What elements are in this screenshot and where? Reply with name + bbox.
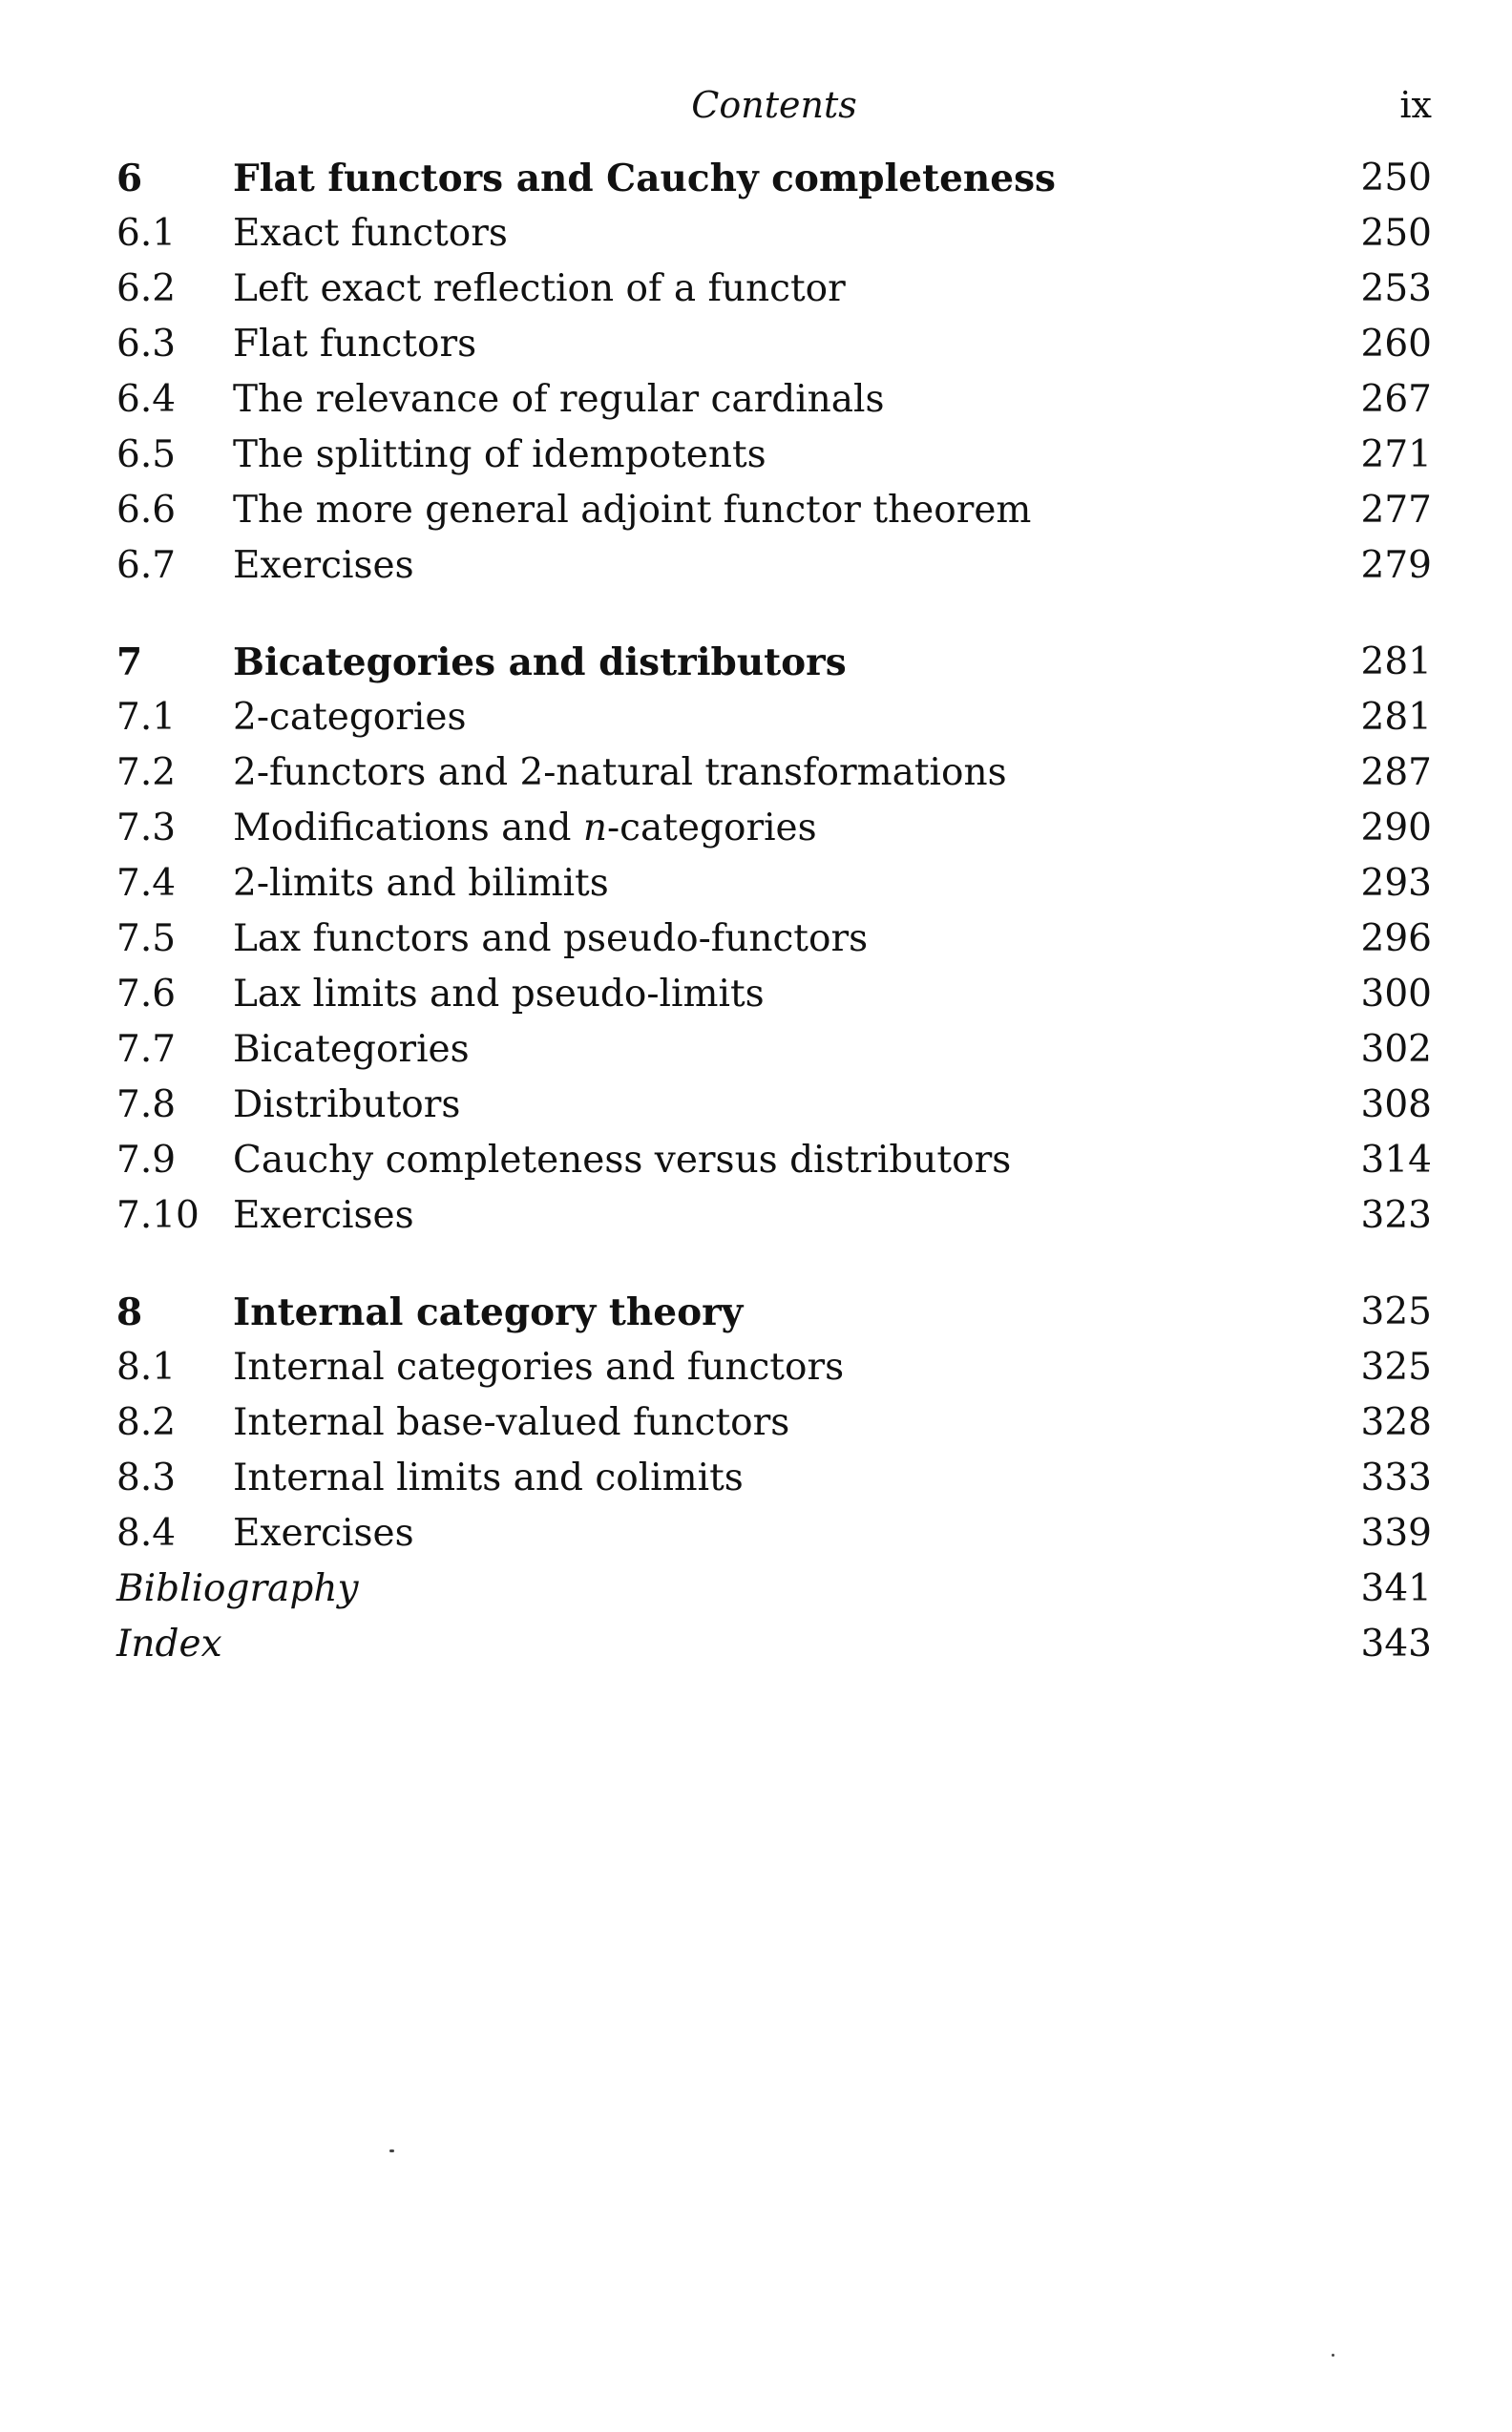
section-number: 6.4 (116, 378, 177, 421)
section-title: Lax functors and pseudo-functors (233, 917, 869, 960)
backmatter-page: 341 (1360, 1567, 1432, 1610)
section-title: Exercises (233, 1194, 414, 1237)
math-variable-n: n (582, 807, 607, 849)
section-page: 323 (1360, 1194, 1432, 1237)
chapter-title: Bicategories and distributors (233, 640, 847, 684)
section-page: 250 (1360, 212, 1432, 255)
running-head (116, 84, 1432, 151)
chapter-page: 281 (1360, 640, 1432, 683)
toc-entry[interactable] (116, 428, 1432, 483)
toc-entry-bibliography[interactable] (116, 1562, 1432, 1617)
section-page: 253 (1360, 267, 1432, 310)
toc-entry[interactable] (116, 1506, 1432, 1562)
chapter-8 (116, 1285, 1432, 1672)
section-title: The splitting of idempotents (233, 433, 766, 476)
section-page: 333 (1360, 1457, 1432, 1499)
chapter-6 (116, 151, 1432, 594)
chapter-page: 250 (1360, 157, 1432, 199)
section-page: 267 (1360, 378, 1432, 421)
toc-entry[interactable] (116, 206, 1432, 262)
section-title: Exact functors (233, 212, 508, 255)
section-title: Left exact reflection of a functor (233, 267, 846, 310)
section-title: Exercises (233, 544, 414, 587)
toc-entry-index[interactable] (116, 1617, 1432, 1672)
toc-entry[interactable] (116, 1078, 1432, 1133)
chapter-title: Internal category theory (233, 1290, 744, 1334)
section-number: 6.2 (116, 267, 177, 310)
section-number: 7.6 (116, 973, 177, 1016)
contents-page (116, 0, 1432, 1672)
section-page: 308 (1360, 1083, 1432, 1126)
section-title: 2-categories (233, 696, 467, 739)
section-number: 6.7 (116, 544, 177, 587)
section-page: 287 (1360, 751, 1432, 794)
section-page: 328 (1360, 1401, 1432, 1444)
section-number: 7.5 (116, 917, 177, 960)
section-title: 2-functors and 2-natural transformations (233, 751, 1007, 794)
toc-entry[interactable] (116, 967, 1432, 1022)
section-title: Lax limits and pseudo-limits (233, 973, 765, 1016)
chapter-heading[interactable] (116, 151, 1432, 206)
toc-entry[interactable] (116, 1133, 1432, 1188)
section-page: 293 (1360, 862, 1432, 905)
backmatter-title: Index (116, 1623, 222, 1666)
section-title: Internal limits and colimits (233, 1457, 744, 1499)
section-page: 300 (1360, 973, 1432, 1016)
section-page: 260 (1360, 323, 1432, 366)
section-title: Flat functors (233, 323, 477, 366)
chapter-heading[interactable] (116, 635, 1432, 690)
scan-speck (1332, 2354, 1334, 2357)
running-head-title: Contents (691, 84, 857, 126)
toc-entry[interactable] (116, 856, 1432, 912)
section-title: Modifications and n-categories (233, 807, 817, 849)
toc-entry[interactable] (116, 262, 1432, 317)
section-number: 7.3 (116, 807, 177, 849)
section-page: 296 (1360, 917, 1432, 960)
toc-entry[interactable] (116, 912, 1432, 967)
section-number: 7.10 (116, 1194, 200, 1237)
toc-entry[interactable] (116, 538, 1432, 594)
section-number: 6.1 (116, 212, 177, 255)
toc-entry[interactable] (116, 1451, 1432, 1506)
section-page: 281 (1360, 696, 1432, 739)
toc-entry[interactable] (116, 1395, 1432, 1451)
toc-entry[interactable] (116, 1022, 1432, 1078)
chapter-number: 8 (116, 1290, 143, 1334)
section-title: Distributors (233, 1083, 461, 1126)
section-title: Bicategories (233, 1028, 470, 1071)
section-page: 339 (1360, 1512, 1432, 1555)
chapter-number: 6 (116, 157, 143, 200)
chapter-7 (116, 635, 1432, 1244)
section-number: 7.1 (116, 696, 177, 739)
toc-entry[interactable] (116, 690, 1432, 745)
section-number: 6.6 (116, 489, 177, 532)
scan-speck (389, 2149, 394, 2152)
toc-entry[interactable] (116, 483, 1432, 538)
chapter-number: 7 (116, 640, 143, 684)
section-page: 314 (1360, 1139, 1432, 1182)
section-page: 290 (1360, 807, 1432, 849)
section-title: Cauchy completeness versus distributors (233, 1139, 1012, 1182)
backmatter-title: Bibliography (116, 1567, 359, 1610)
section-page: 325 (1360, 1346, 1432, 1389)
section-number: 7.8 (116, 1083, 177, 1126)
chapter-title: Flat functors and Cauchy completeness (233, 157, 1057, 200)
section-number: 6.3 (116, 323, 177, 366)
toc-entry[interactable] (116, 1340, 1432, 1395)
section-title: The relevance of regular cardinals (233, 378, 885, 421)
section-title: Internal categories and functors (233, 1346, 845, 1389)
section-title: Internal base-valued functors (233, 1401, 790, 1444)
section-number: 8.2 (116, 1401, 177, 1444)
section-number: 7.7 (116, 1028, 177, 1071)
toc-entry[interactable] (116, 372, 1432, 428)
section-page: 277 (1360, 489, 1432, 532)
section-page: 302 (1360, 1028, 1432, 1071)
section-number: 8.3 (116, 1457, 177, 1499)
toc-entry[interactable] (116, 801, 1432, 856)
section-number: 8.4 (116, 1512, 177, 1555)
section-number: 7.2 (116, 751, 177, 794)
section-page: 279 (1360, 544, 1432, 587)
toc-entry[interactable] (116, 745, 1432, 801)
chapter-heading[interactable] (116, 1285, 1432, 1340)
running-head-page-number: ix (1399, 84, 1432, 126)
section-title: 2-limits and bilimits (233, 862, 609, 905)
section-number: 7.9 (116, 1139, 177, 1182)
toc-entry[interactable] (116, 1188, 1432, 1244)
chapter-page: 325 (1360, 1290, 1432, 1333)
section-title: The more general adjoint functor theorem (233, 489, 1032, 532)
backmatter-page: 343 (1360, 1623, 1432, 1666)
section-number: 8.1 (116, 1346, 177, 1389)
section-title: Exercises (233, 1512, 414, 1555)
section-number: 7.4 (116, 862, 177, 905)
section-page: 271 (1360, 433, 1432, 476)
section-number: 6.5 (116, 433, 177, 476)
toc-entry[interactable] (116, 317, 1432, 372)
